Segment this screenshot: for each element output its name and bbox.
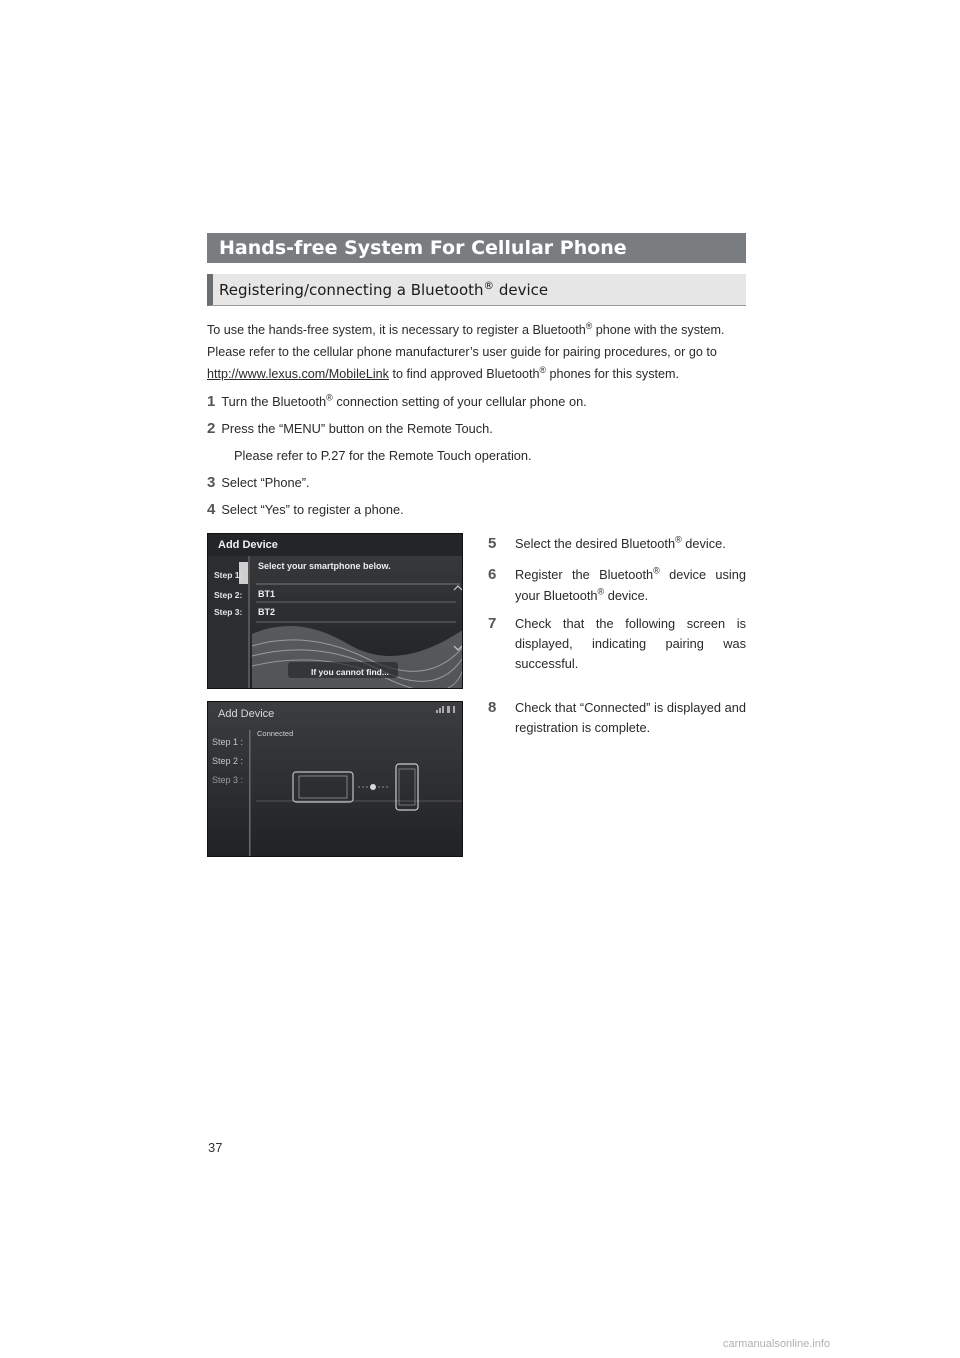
step-text: Press the “MENU” button on the Remote Touch.	[221, 421, 493, 436]
device-item-bt1[interactable]: BT1	[258, 589, 276, 599]
intro-text-1: To use the hands-free system, it is necessary to register a Bluetooth	[207, 323, 586, 337]
registered-mark: ®	[483, 280, 495, 292]
step-text: device.	[681, 536, 726, 551]
step-7	[488, 614, 746, 674]
registered-mark: ®	[585, 320, 593, 331]
step-text: device.	[604, 588, 649, 603]
screen-step-3: Step 3:	[214, 607, 243, 617]
step-number: 4	[207, 501, 216, 518]
page-number: 37	[208, 1140, 223, 1155]
registered-mark: ®	[675, 534, 682, 545]
screen-step-1: Step 1 :	[212, 737, 244, 747]
step-text: Turn the Bluetooth	[221, 394, 327, 409]
step-6	[488, 564, 746, 606]
intro-paragraph	[207, 319, 747, 385]
add-device-screen-connected	[207, 701, 463, 857]
step-text: Register the Bluetooth	[515, 567, 654, 582]
subsection-title	[207, 274, 746, 306]
screen-step-2: Step 2 :	[212, 756, 244, 766]
step-2	[207, 419, 493, 439]
subsection-title-suffix: device	[494, 281, 549, 299]
step-number: 6	[488, 566, 497, 583]
step-4	[207, 500, 404, 520]
section-title: Hands-free System For Cellular Phone	[207, 233, 746, 263]
step-text: Check that “Connected” is displayed and registration is complete.	[515, 700, 746, 735]
screen-step-1: Step 1:	[214, 570, 243, 580]
screen-title: Add Device	[218, 539, 278, 551]
step-8	[488, 698, 746, 738]
step-text: Select “Yes” to register a phone.	[221, 502, 404, 517]
screen-title: Add Device	[218, 708, 275, 720]
registered-mark: ®	[653, 565, 660, 576]
step-text: Check that the following screen is displayed, indicating pairing was successful.	[515, 616, 746, 671]
step-text: Select the desired Bluetooth	[515, 536, 676, 551]
cannot-find-button[interactable]: If you cannot find...	[311, 667, 389, 677]
step-text: Select “Phone”.	[221, 475, 310, 490]
registered-mark: ®	[539, 364, 547, 375]
step-number: 3	[207, 474, 216, 491]
intro-text-2: phone with the system. Please refer to the cellular phone manufacturer’s user guide for pairing procedures, or go to	[207, 323, 725, 359]
registered-mark: ®	[597, 586, 605, 597]
step-number: 1	[207, 393, 216, 410]
step-3	[207, 473, 310, 493]
screen-connected-illustration	[208, 702, 463, 857]
device-item-bt2[interactable]: BT2	[258, 607, 276, 617]
step-number: 2	[207, 420, 216, 437]
step-number: 8	[488, 699, 497, 716]
connected-status: Connected	[257, 729, 294, 738]
step-number: 7	[488, 615, 497, 632]
step-1	[207, 392, 587, 412]
step-text: device using your Bluetooth	[515, 567, 746, 603]
intro-text-3: to find approved Bluetooth	[388, 367, 540, 381]
registered-mark: ®	[326, 392, 333, 403]
mobilelink-link[interactable]: http://www.lexus.com/MobileLink	[207, 367, 389, 381]
screen-prompt: Select your smartphone below.	[258, 561, 391, 571]
step-5	[488, 533, 746, 554]
step-2-note: Please refer to P.27 for the Remote Touch operation.	[234, 448, 532, 463]
step-text: connection setting of your cellular phone on.	[332, 394, 587, 409]
intro-text-4: phones for this system.	[546, 367, 680, 381]
screen-step-2: Step 2:	[214, 590, 243, 600]
add-device-screen-select	[207, 533, 463, 689]
footer-watermark: carmanualsonline.info	[722, 1338, 830, 1350]
screen-select-illustration	[208, 534, 463, 689]
step-number: 5	[488, 535, 497, 552]
subsection-title-text: Registering/connecting a Bluetooth	[219, 281, 484, 299]
screen-step-3: Step 3 :	[212, 775, 244, 785]
